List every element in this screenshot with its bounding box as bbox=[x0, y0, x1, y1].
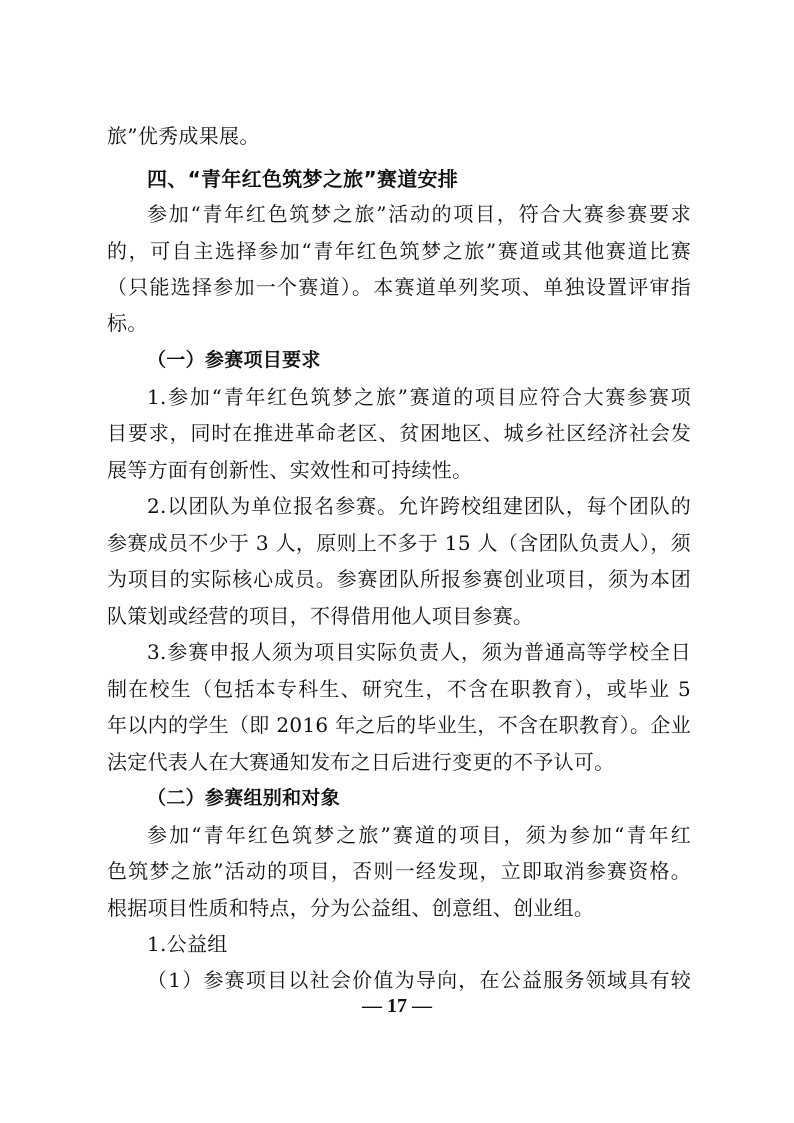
paragraph-line: 标。 bbox=[107, 311, 148, 335]
paragraph-line: 根据项目性质和特点，分为公益组、创意组、创业组。 bbox=[107, 896, 595, 920]
paragraph-line: 的，可自主选择参加“青年红色筑梦之旅”赛道或其他赛道比赛 bbox=[107, 239, 691, 263]
paragraph-line: 参加“青年红色筑梦之旅”活动的项目，符合大赛参赛要求 bbox=[147, 202, 691, 226]
paragraph-line: 展等方面有创新性、实效性和可持续性。 bbox=[107, 458, 473, 482]
paragraph-line: 色筑梦之旅”活动的项目，否则一经发现，立即取消参赛资格。 bbox=[107, 859, 691, 883]
paragraph-line: 参赛成员不少于 3 人，原则上不多于 15 人（含团队负责人），须 bbox=[107, 531, 691, 555]
section-heading-4: 四、“青年红色筑梦之旅”赛道安排 bbox=[147, 167, 459, 191]
paragraph-line: 参加“青年红色筑梦之旅”赛道的项目，须为参加“青年红 bbox=[147, 823, 691, 847]
paragraph-line: 队策划或经营的项目，不得借用他人项目参赛。 bbox=[107, 604, 534, 628]
subsection-heading-2: （二）参赛组别和对象 bbox=[147, 787, 341, 809]
page-number: — 17 — bbox=[362, 995, 432, 1017]
paragraph-line: （只能选择参加一个赛道）。本赛道单列奖项、单独设置评审指 bbox=[107, 275, 691, 299]
paragraph-line: 1.参加“青年红色筑梦之旅”赛道的项目应符合大赛参赛项 bbox=[147, 385, 691, 409]
body-line-continuation: 旅”优秀成果展。 bbox=[107, 124, 260, 148]
paragraph-line: 制在校生（包括本专科生、研究生，不含在职教育），或毕业 5 bbox=[107, 677, 691, 701]
paragraph-line: 2.以团队为单位报名参赛。允许跨校组建团队，每个团队的 bbox=[147, 494, 691, 518]
subsection-heading-1: （一）参赛项目要求 bbox=[147, 349, 321, 371]
paragraph-line: 法定代表人在大赛通知发布之日后进行变更的不予认可。 bbox=[107, 750, 615, 774]
paragraph-line: 年以内的学生（即 2016 年之后的毕业生，不含在职教育）。企业 bbox=[107, 713, 691, 737]
paragraph-line: 3.参赛申报人须为项目实际负责人，须为普通高等学校全日 bbox=[147, 640, 691, 664]
paragraph-line: （1）参赛项目以社会价值为导向，在公益服务领域具有较 bbox=[147, 968, 691, 992]
paragraph-line: 目要求，同时在推进革命老区、贫困地区、城乡社区经济社会发 bbox=[107, 421, 691, 445]
list-item-heading: 1.公益组 bbox=[147, 932, 228, 956]
paragraph-line: 为项目的实际核心成员。参赛团队所报参赛创业项目，须为本团 bbox=[107, 567, 691, 591]
